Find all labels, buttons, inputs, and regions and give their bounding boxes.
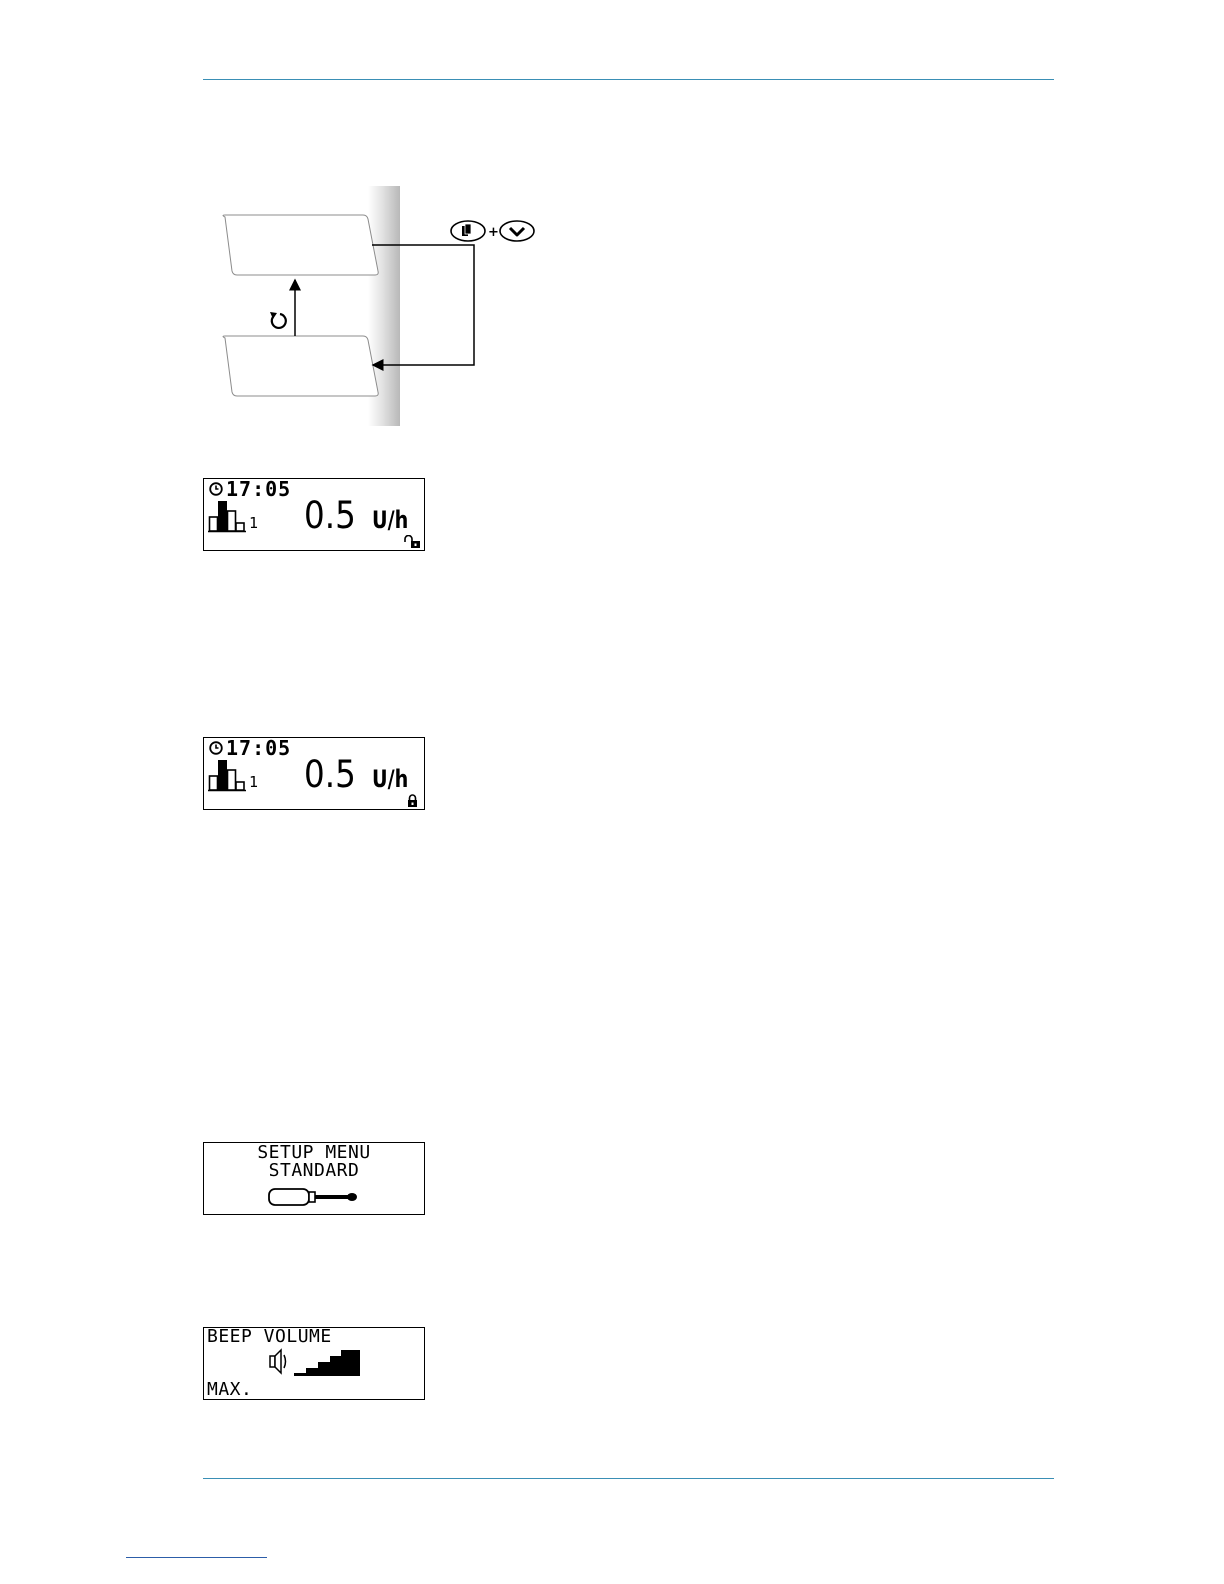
down-button-icon	[500, 221, 534, 241]
basal-rate-unit: U/h	[372, 506, 409, 534]
footer-rule	[203, 1478, 1054, 1479]
basal-rate-unit: U/h	[372, 765, 409, 793]
volume-indicator	[268, 1347, 368, 1381]
lcd-screen-beep-volume	[203, 1327, 425, 1400]
flow-box-bottom	[223, 336, 378, 396]
profile-number: 1	[249, 773, 259, 791]
combo-plus: +	[488, 225, 499, 240]
time-display: 17:05	[226, 737, 292, 760]
lcd-screen-setup-menu	[203, 1142, 425, 1215]
header-rule	[203, 79, 1054, 80]
profile-number: 1	[249, 514, 259, 532]
lock-flow-diagram	[203, 182, 553, 430]
volume-level-icon	[294, 1350, 360, 1376]
footnote-rule	[126, 1557, 267, 1558]
beep-volume-title: BEEP VOLUME	[207, 1327, 332, 1347]
basal-rate-value: 0.5	[304, 494, 356, 537]
flow-box-top	[223, 215, 378, 275]
screwdriver-icon	[268, 1186, 360, 1210]
lcd-screen-unlocked	[203, 478, 425, 551]
basal-profile-icon	[208, 499, 248, 533]
menu-title-line2: STANDARD	[268, 1160, 360, 1181]
locked-padlock-icon	[403, 794, 421, 808]
menu-button-icon	[451, 221, 485, 241]
basal-profile-icon	[208, 758, 248, 792]
speaker-icon	[270, 1350, 286, 1373]
lcd-screen-locked	[203, 737, 425, 810]
clock-icon	[209, 741, 223, 755]
basal-rate-value: 0.5	[304, 753, 356, 796]
clock-icon	[209, 482, 223, 496]
menu-title-line1: SETUP MENU	[257, 1142, 371, 1163]
rotate-back-icon	[270, 312, 286, 328]
beep-volume-value: MAX.	[207, 1379, 253, 1400]
unlocked-padlock-icon	[403, 535, 421, 549]
time-display: 17:05	[226, 478, 292, 501]
